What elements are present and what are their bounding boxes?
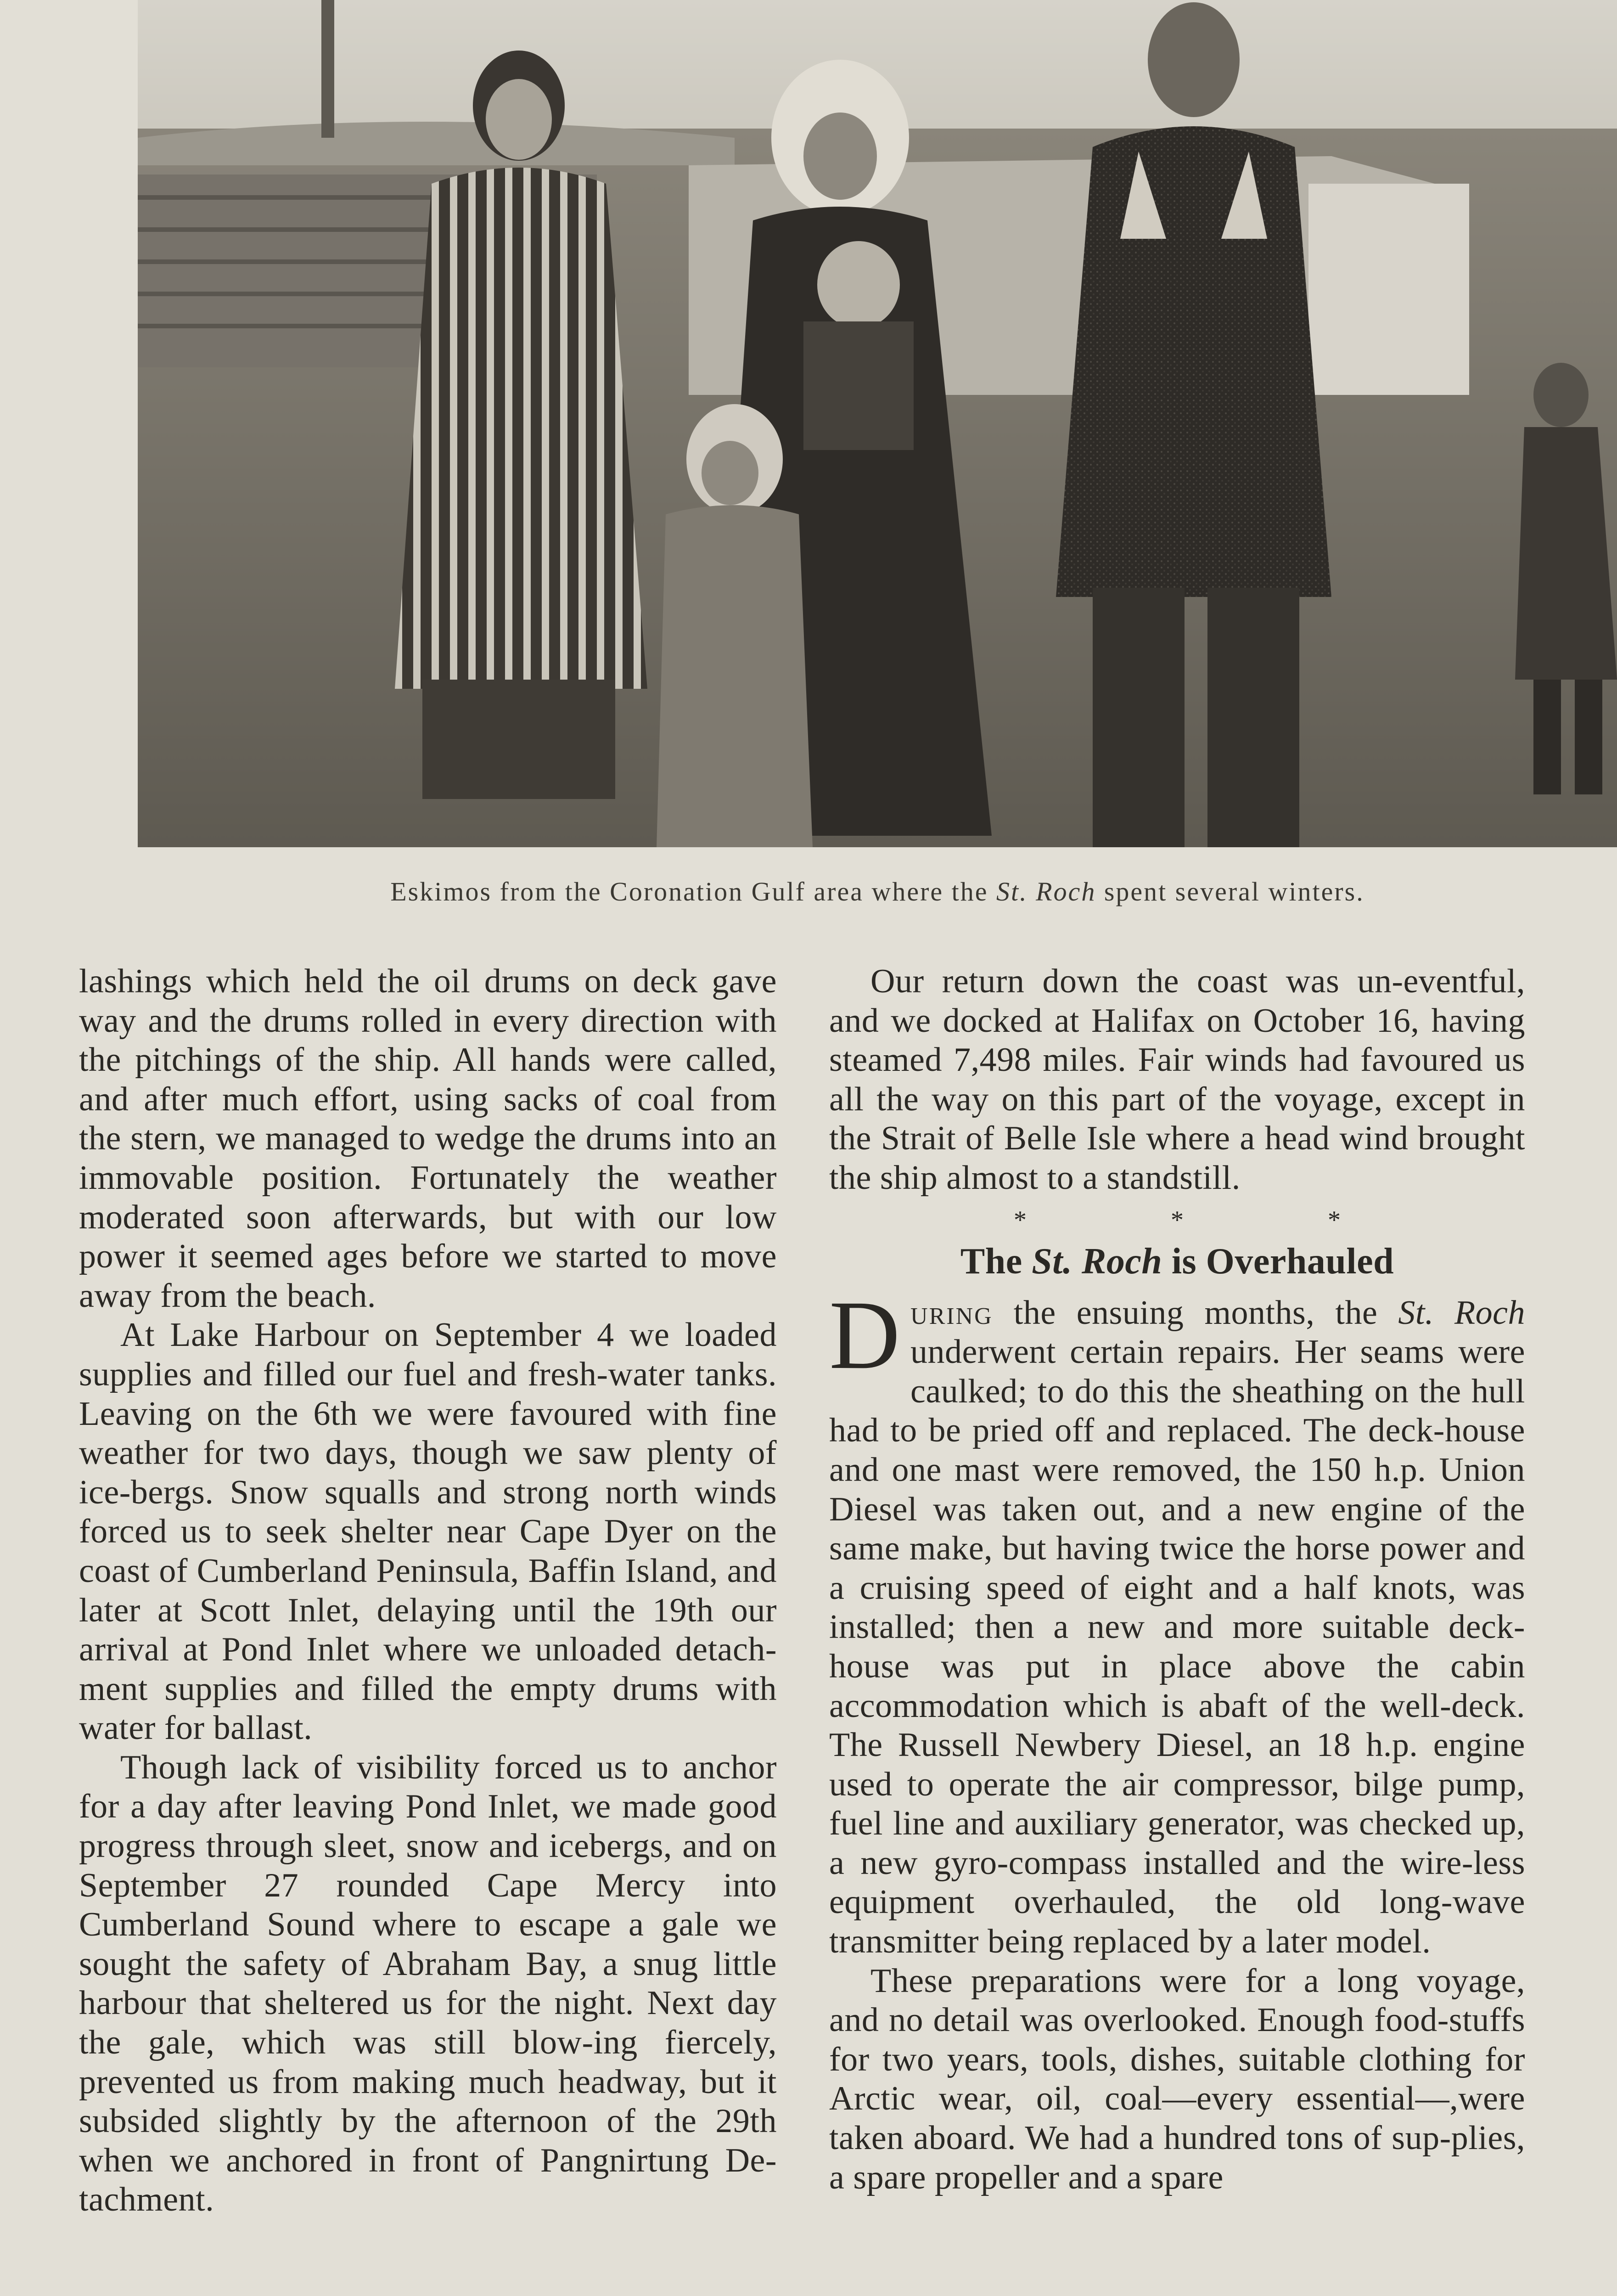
right-column bbox=[829, 962, 1525, 2197]
paragraph-text: the ensuing months, the bbox=[993, 1294, 1398, 1332]
caption-ship-name: St. Roch bbox=[996, 877, 1096, 906]
caption-text-end: spent several winters. bbox=[1096, 877, 1364, 906]
heading-text: The bbox=[960, 1241, 1032, 1282]
heading-text-end: is Overhauled bbox=[1162, 1241, 1394, 1282]
photograph bbox=[138, 0, 1617, 847]
paragraph: Though lack of visibility forced us to anchor for a day after leaving Pond Inlet, we made good progress through sleet, snow and icebergs, and on September 27 rounded Cape Mercy into Cumberland Sound where to escape a gale we sought the safety of Abraham Bay, a snug little harbour that sheltered us for the night. Next day the gale, which was still blow-ing fiercely, prevented us from making much headway, but it subsided slightly by the afternoon of the 29th when we anchored in front of Pangnirtung De-tachment. bbox=[79, 1748, 777, 2219]
smallcaps-word: uring bbox=[910, 1294, 993, 1332]
ship-name: St. Roch bbox=[1398, 1294, 1525, 1332]
section-heading bbox=[829, 1238, 1525, 1284]
drop-cap: D bbox=[829, 1280, 901, 1390]
photo-caption bbox=[138, 876, 1617, 907]
paragraph: These preparations were for a long voyage, and no detail was overlooked. Enough food-stuffs for two years, tools, dishes, suitable clothing for Arctic wear, oil, coal—every essential—,were taken aboard. We had a hundred tons of sup-plies, a spare propeller and a spare bbox=[829, 1962, 1525, 2196]
section-divider: * * * bbox=[1014, 1205, 1409, 1234]
paragraph: lashings which held the oil drums on deck gave way and the drums rolled in every direction with the pitchings of the ship. All hands were called, and after much effort, using sacks of coal from the stern, we managed to wedge the drums into an immovable position. Fortunately the weather moderated soon afterwards, but with our low power it seemed ages before we started to move away from the beach. bbox=[79, 962, 777, 1315]
eskimo-family-photo bbox=[138, 0, 1617, 847]
caption-text: Eskimos from the Coronation Gulf area where the bbox=[390, 877, 997, 906]
left-column bbox=[79, 962, 777, 2220]
paragraph-text: underwent certain repairs. Her seams were caulked; to do this the sheathing on the hull had to be pried off and replaced. The deck-house and one mast were removed, the 150 h.p. Union Diesel was taken out, and a new engine of the same make, but having twice the horse power and a cruising speed of eight and a half knots, was installed; then a new and more suitable deck-house was put in place above the cabin accommodation which is abaft of the well-deck. The Russell Newbery Diesel, an 18 h.p. engine used to operate the air compressor, bilge pump, fuel line and auxiliary generator, was checked up, a new gyro-compass installed and the wire-less equipment overhauled, the old long-wave transmitter being replaced by a later model. bbox=[829, 1333, 1525, 1961]
heading-ship-name: St. Roch bbox=[1032, 1241, 1162, 1282]
paragraph bbox=[829, 1280, 1525, 1962]
paragraph: Our return down the coast was un-eventful, and we docked at Halifax on October 16, having steamed 7,498 miles. Fair winds had favoured us all the way on this part of the voyage, except in the Strait of Belle Isle where a head wind brought the ship almost to a standstill. bbox=[829, 962, 1525, 1197]
paragraph: At Lake Harbour on September 4 we loaded supplies and filled our fuel and fresh-water tanks. Leaving on the 6th we were favoured with fine weather for two days, though we saw plenty of ice-bergs. Snow squalls and strong north winds forced us to seek shelter near Cape Dyer on the coast of Cumberland Peninsula, Baffin Island, and later at Scott Inlet, delaying until the 19th our arrival at Pond Inlet where we unloaded detach-ment supplies and filled the empty drums with water for ballast. bbox=[79, 1316, 777, 1747]
